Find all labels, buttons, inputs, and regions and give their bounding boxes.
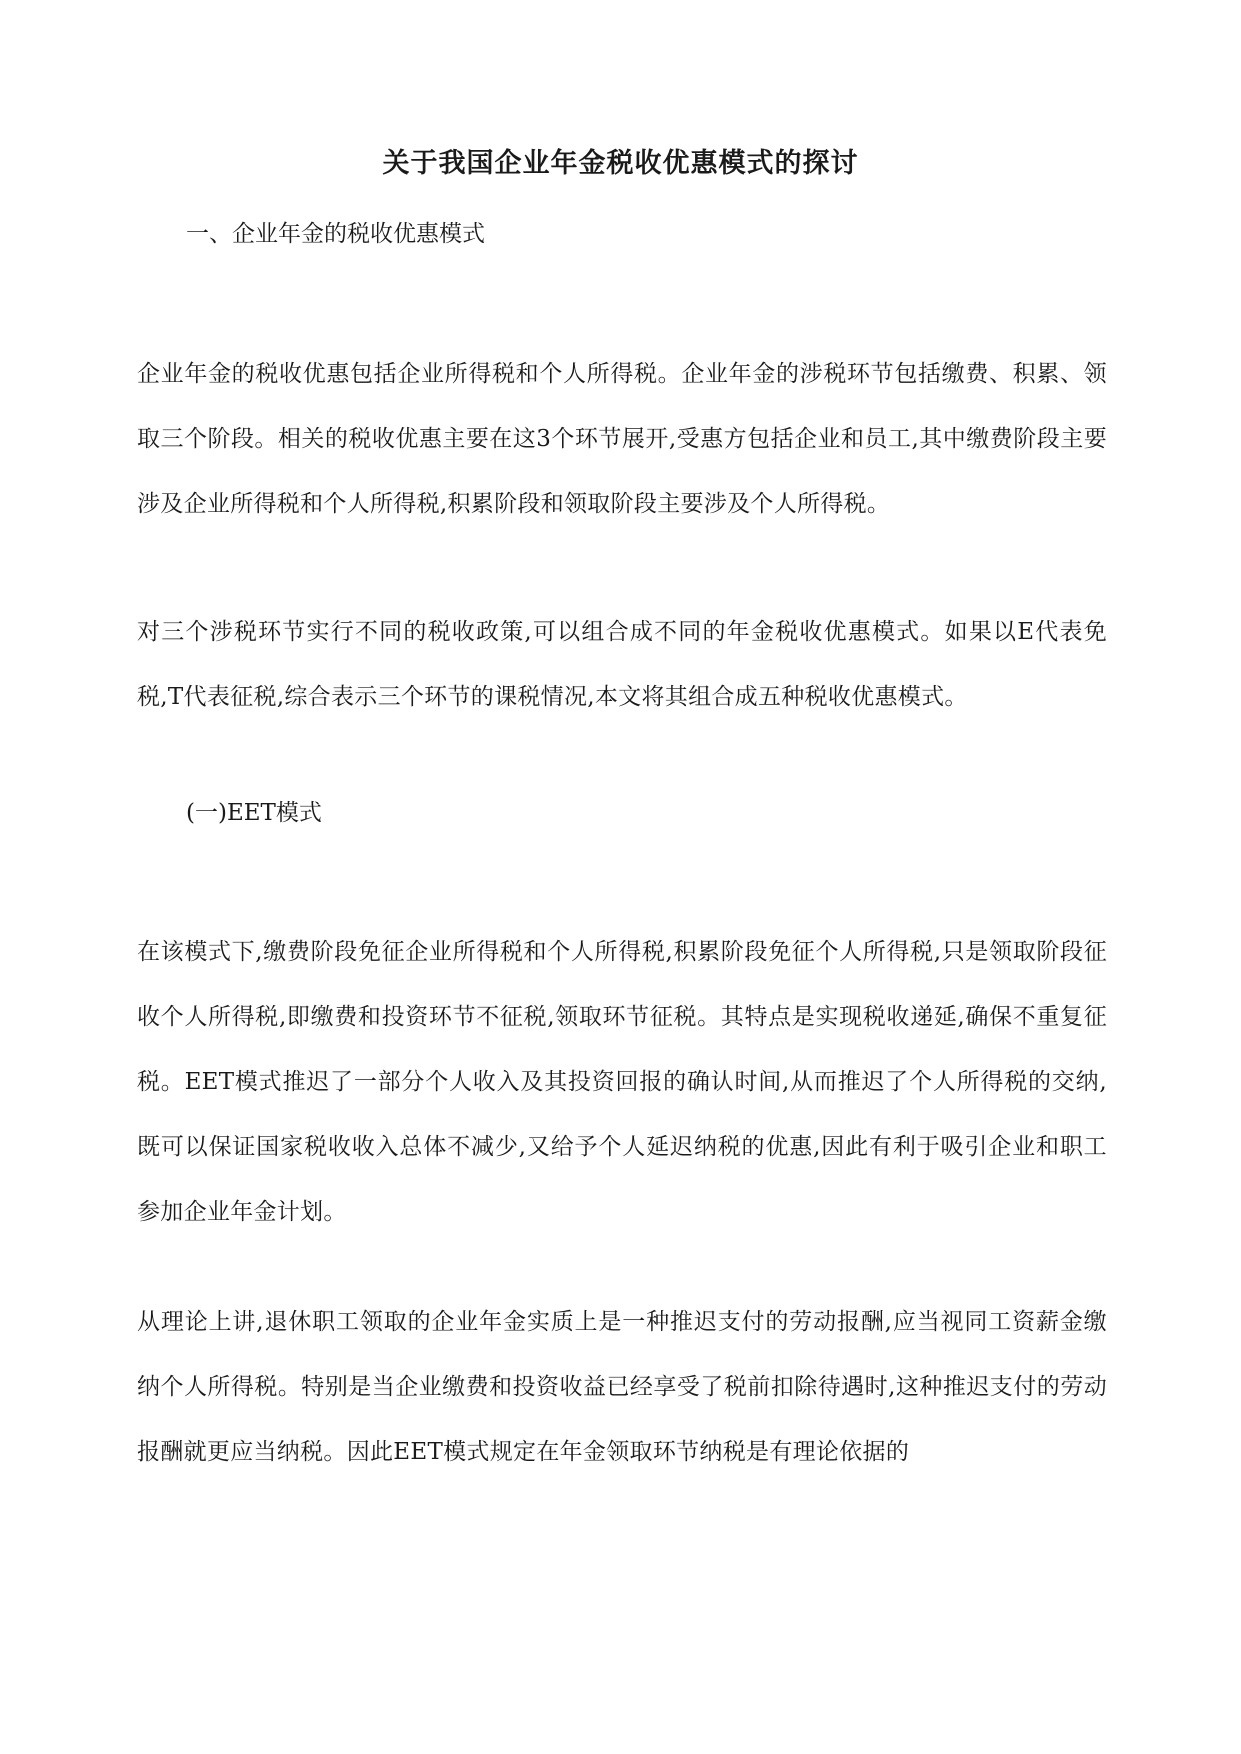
paragraph: 从理论上讲,退休职工领取的企业年金实质上是一种推迟支付的劳动报酬,应当视同工资薪金缴纳个人所得税。特别是当企业缴费和投资收益已经享受了税前扣除待遇时,这种推迟支付的劳动报酬就更应当纳税。因此EET模式规定在年金领取环节纳税是有理论依据的 <box>137 1309 1107 1465</box>
document-title: 关于我国企业年金税收优惠模式的探讨 <box>382 148 859 179</box>
paragraph: 企业年金的税收优惠包括企业所得税和个人所得税。企业年金的涉税环节包括缴费、积累、领取三个阶段。相关的税收优惠主要在这3个环节展开,受惠方包括企业和员工,其中缴费阶段主要涉及企业所得税和个人所得税,积累阶段和领取阶段主要涉及个人所得税。 <box>137 361 1107 517</box>
subsection-heading: (一)EET模式 <box>186 800 322 826</box>
section-heading: 一、企业年金的税收优惠模式 <box>186 221 485 247</box>
paragraph: 在该模式下,缴费阶段免征企业所得税和个人所得税,积累阶段免征个人所得税,只是领取阶段征收个人所得税,即缴费和投资环节不征税,领取环节征税。其特点是实现税收递延,确保不重复征税。EET模式推迟了一部分个人收入及其投资回报的确认时间,从而推迟了个人所得税的交纳,既可以保证国家税收收入总体不减少,又给予个人延迟纳税的优惠,因此有利于吸引企业和职工参加企业年金计划。 <box>137 939 1107 1225</box>
paragraph: 对三个涉税环节实行不同的税收政策,可以组合成不同的年金税收优惠模式。如果以E代表免税,T代表征税,综合表示三个环节的课税情况,本文将其组合成五种税收优惠模式。 <box>137 619 1107 710</box>
